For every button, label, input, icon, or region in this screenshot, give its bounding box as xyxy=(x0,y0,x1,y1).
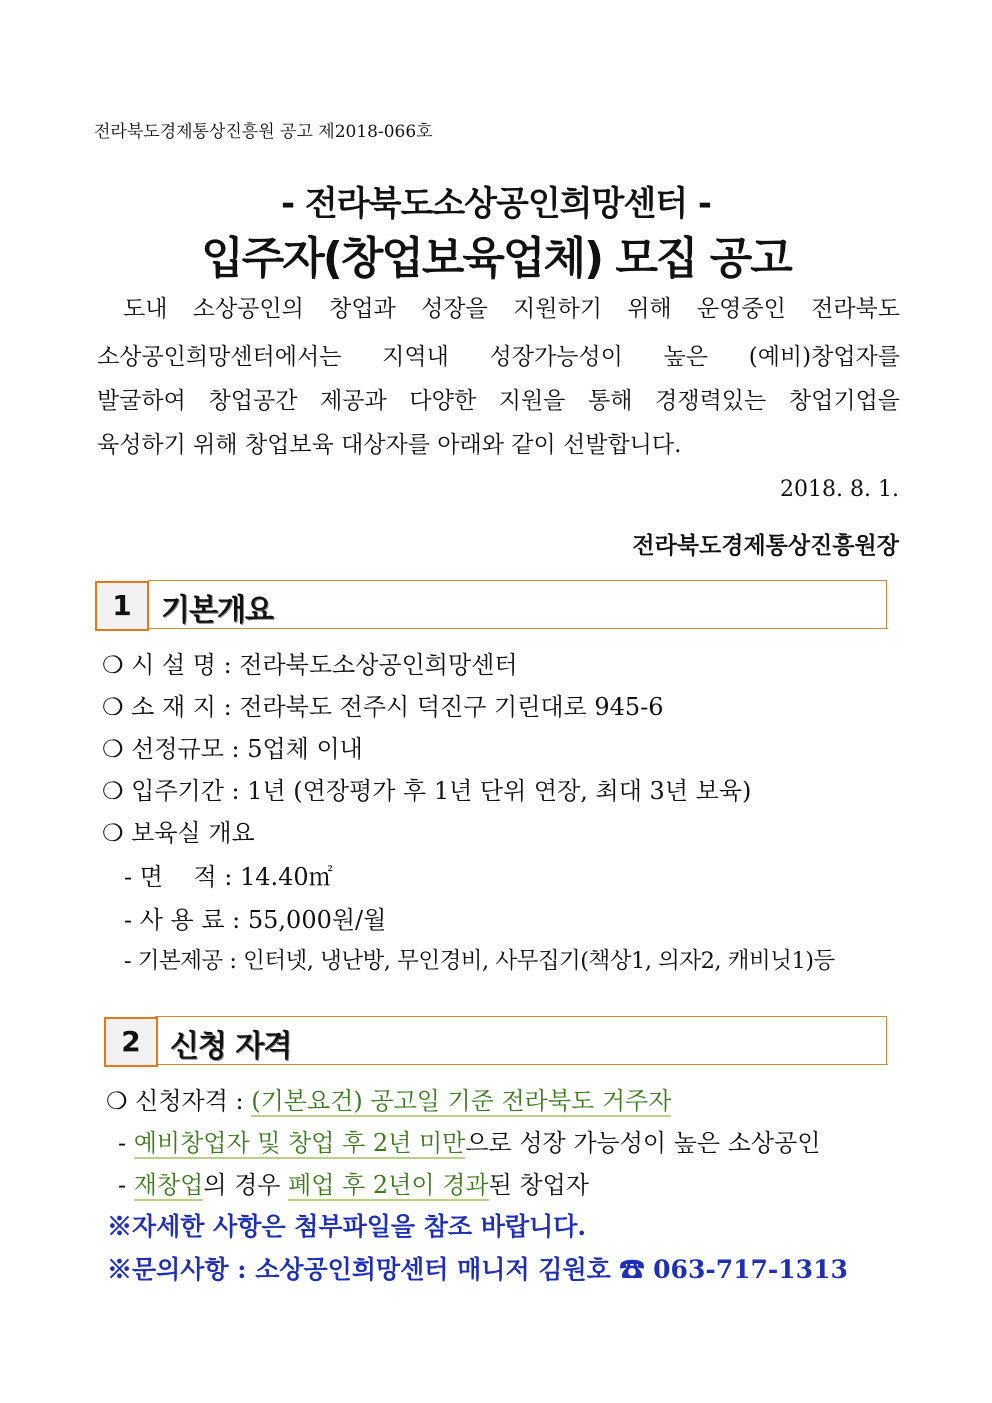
intro-line-3: 발굴하여 창업공간 제공과 다양한 지원을 통해 경쟁력있는 창업기업을 xyxy=(97,388,900,414)
issuer-name: 전라북도경제통상진흥원장 xyxy=(632,532,899,559)
intro-line-2: 소상공인희망센터에서는 지역내 성장가능성이 높은 (예비)창업자를 xyxy=(97,344,900,370)
sub-item-fee: - 사 용 료 : 55,000원/월 xyxy=(124,906,387,934)
eligibility-mid-2: 의 경우 xyxy=(203,1171,289,1199)
eligibility-highlight-restart: 재창업 xyxy=(133,1171,204,1199)
eligibility-dash-2: - xyxy=(118,1171,134,1199)
eligibility-highlight-closure: 폐업 후 2년이 경과 xyxy=(288,1171,489,1199)
section-1-number: 1 xyxy=(95,581,149,631)
qualification-line xyxy=(106,1081,671,1116)
eligibility-rest-2: 된 창업자 xyxy=(488,1171,589,1199)
note-contact: ※문의사항 : 소상공인희망센터 매니저 김원호 ☎ 063-717-1313 xyxy=(107,1255,848,1284)
section-2-number: 2 xyxy=(104,1017,158,1067)
eligibility-rest-1: 으로 성장 가능성이 높은 소상공인 xyxy=(465,1129,821,1157)
title-center-name: - 전라북도소상공인희망센터 - xyxy=(280,184,712,224)
intro-line-1: 도내 소상공인의 창업과 성장을 지원하기 위해 운영중인 전라북도 xyxy=(123,296,900,322)
section-1-title: 기본개요 xyxy=(161,593,273,628)
page-title: 입주자(창업보육업체) 모집 공고 xyxy=(201,233,791,284)
section-2-title: 신청 자격 xyxy=(170,1029,292,1064)
qualification-value: (기본요건) 공고일 기준 전라북도 거주자 xyxy=(251,1087,672,1115)
eligibility-line-1 xyxy=(118,1123,820,1158)
eligibility-dash-1: - xyxy=(118,1129,134,1157)
note-attachment: ※자세한 사항은 첨부파일을 참조 바랍니다. xyxy=(107,1212,587,1241)
eligibility-line-2 xyxy=(118,1165,589,1200)
list-item-room-overview: ❍ 보육실 개요 xyxy=(102,819,255,847)
intro-line-4: 육성하기 위해 창업보육 대상자를 아래와 같이 선발합니다. xyxy=(97,432,682,458)
notice-date: 2018. 8. 1. xyxy=(780,477,899,502)
notice-number: 전라북도경제통상진흥원 공고 제2018-066호 xyxy=(94,122,433,142)
list-item-location: ❍ 소 재 지 : 전라북도 전주시 덕진구 기린대로 945-6 xyxy=(102,693,664,721)
list-item-facility: ❍ 시 설 명 : 전라북도소상공인희망센터 xyxy=(102,651,518,679)
sub-item-provided: - 기본제공 : 인터넷, 냉난방, 무인경비, 사무집기(책상1, 의자2, 캐비닛1)등 xyxy=(124,948,835,974)
list-item-scale: ❍ 선정규모 : 5업체 이내 xyxy=(102,735,363,763)
eligibility-highlight-1: 예비창업자 및 창업 후 2년 미만 xyxy=(133,1129,466,1157)
qualification-label: ❍ 신청자격 : xyxy=(106,1087,252,1115)
sub-item-area: - 면 적 : 14.40㎡ xyxy=(124,863,333,891)
list-item-period: ❍ 입주기간 : 1년 (연장평가 후 1년 단위 연장, 최대 3년 보육) xyxy=(102,777,752,805)
